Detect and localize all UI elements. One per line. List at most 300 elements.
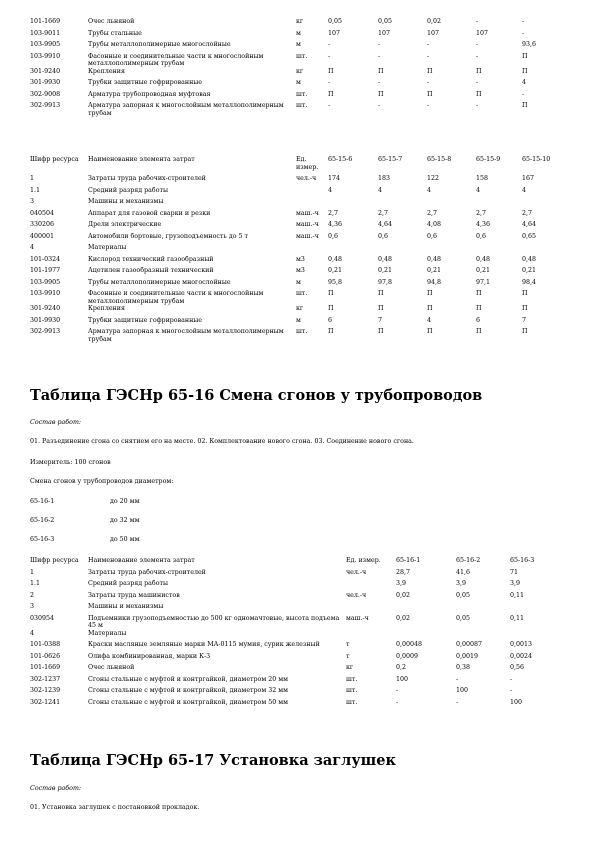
table-cell: Трубы металлополимерные многослойные: [88, 278, 231, 286]
table-cell: П: [328, 67, 334, 75]
table-cell: 2,7: [427, 209, 438, 217]
resources-table-65-16: [30, 557, 570, 710]
composition-text: 01. Установка заглушек с постановкой прокладок.: [30, 804, 200, 811]
table-cell: Кислород технический газообразный: [88, 255, 214, 263]
table-cell: т: [346, 641, 350, 649]
table-cell: 101-0324: [30, 255, 61, 263]
table-cell: Аппарат для газовой сварки и резки: [88, 209, 211, 217]
table-cell: -: [427, 41, 430, 48]
table-cell: 98,4: [522, 278, 537, 286]
table-cell: 0,0024: [510, 652, 533, 660]
table-row: [30, 198, 570, 210]
table-cell: 0,6: [378, 232, 389, 240]
table-row: [30, 279, 570, 291]
table-cell: кг: [296, 67, 304, 75]
table-cell: м3: [296, 255, 305, 263]
column-header: 65-15-8: [427, 156, 452, 163]
table-cell: [510, 630, 570, 642]
table-cell: шт.: [296, 328, 308, 336]
table-cell: Сгоны стальные с муфтой и контргайкой, диаметром 50 мм: [88, 698, 289, 706]
table-cell: 0,11: [510, 591, 525, 599]
table-cell: [427, 198, 476, 210]
table-cell: 0,21: [427, 267, 442, 274]
table-cell: 0,11: [510, 614, 525, 622]
table-cell: 0,0013: [510, 641, 533, 649]
table-cell: [378, 198, 427, 210]
table-cell: [328, 198, 378, 210]
table-cell: м: [296, 278, 301, 286]
table-cell: 0,21: [328, 267, 343, 274]
table-row: [30, 53, 570, 68]
table-cell: -: [476, 102, 479, 110]
composition-label: Состав работ:: [30, 419, 82, 426]
table-cell: П: [476, 290, 482, 297]
table-header-row: [30, 156, 570, 175]
table-cell: 4,36: [476, 221, 491, 228]
table-cell: П: [522, 305, 528, 313]
section-title-65-16: Таблица ГЭСНр 65-16 Смена сгонов у трубопроводов: [30, 387, 483, 404]
table-cell: [522, 198, 570, 210]
table-cell: 0,05: [378, 18, 393, 25]
table-cell: Машины и механизмы: [88, 198, 164, 205]
table-cell: Затраты труда машинистов: [88, 591, 180, 599]
table-row: [30, 210, 570, 222]
table-cell: -: [396, 687, 399, 695]
table-cell: 71: [510, 568, 519, 576]
table-cell: 174: [328, 175, 341, 182]
table-cell: Дрели электрические: [88, 221, 162, 228]
table-cell: Средний разряд работы: [88, 186, 169, 194]
table-cell: Арматура запорная к многослойным металлополимерным трубам: [88, 328, 284, 343]
table-cell: 040504: [30, 209, 55, 217]
table-cell: П: [427, 90, 433, 98]
table-cell: -: [427, 52, 430, 60]
table-cell: -: [476, 18, 479, 25]
table-cell: 0,02: [396, 614, 411, 622]
table-cell: 158: [476, 175, 489, 182]
table-cell: Затраты труда рабочих-строителей: [88, 175, 206, 182]
table-cell: 4: [427, 186, 432, 194]
table-cell: П: [522, 290, 528, 297]
table-cell: [456, 603, 510, 615]
table-cell: 2,7: [476, 209, 487, 217]
table-cell: 2,7: [328, 209, 339, 217]
table-cell: 93,6: [522, 41, 537, 48]
table-cell: [396, 630, 456, 642]
table-cell: П: [328, 305, 334, 313]
table-row: [30, 569, 570, 581]
table-cell: 0,48: [378, 255, 393, 263]
table-header: [30, 156, 570, 175]
table-row: [30, 41, 570, 53]
table-cell: чел.-ч: [296, 175, 317, 182]
table-cell: 302-1237: [30, 675, 61, 683]
table-cell: 97,8: [378, 278, 393, 286]
table-cell: 0,2: [396, 664, 407, 672]
table-row: [30, 664, 570, 676]
table-cell: 183: [378, 175, 391, 182]
table-body: [30, 569, 570, 711]
table-cell: 107: [378, 29, 391, 37]
table-cell: П: [476, 305, 482, 313]
table-row: [30, 328, 570, 343]
table-cell: 101-1669: [30, 664, 61, 672]
table-cell: П: [328, 290, 334, 297]
table-cell: 0,48: [328, 255, 343, 263]
table-cell: [346, 603, 396, 615]
table-cell: шт.: [296, 52, 308, 60]
table-cell: -: [510, 687, 513, 695]
table-cell: Трубы стальные: [88, 29, 142, 37]
table-header-row: [30, 557, 570, 569]
table-cell: 330206: [30, 221, 55, 228]
table-cell: шт.: [296, 290, 308, 297]
code-desc: до 20 мм: [110, 498, 140, 505]
table-cell: 0,21: [522, 267, 537, 274]
table-cell: Машины и механизмы: [88, 603, 164, 610]
table-cell: 103-9905: [30, 41, 61, 48]
table-header: [30, 557, 570, 569]
table-cell: 3: [30, 198, 35, 205]
table-cell: 1.1: [30, 580, 41, 587]
table-cell: 6: [476, 316, 481, 324]
table-row: [30, 175, 570, 187]
table-cell: Ацетилен газообразный технический: [88, 267, 214, 274]
table-cell: 0,0019: [456, 652, 479, 660]
table-cell: -: [396, 698, 399, 706]
table-cell: 302-9913: [30, 328, 61, 336]
table-cell: 28,7: [396, 568, 411, 576]
table-cell: 7: [522, 316, 527, 324]
table-cell: [328, 244, 378, 256]
table-cell: чел.-ч: [346, 591, 367, 599]
table-cell: -: [328, 41, 331, 48]
table-cell: [476, 244, 522, 256]
table-cell: П: [427, 290, 433, 297]
table-cell: 100: [396, 675, 409, 683]
table-cell: 0,00048: [396, 641, 423, 649]
table-cell: 4: [522, 186, 527, 194]
table-cell: Олифа комбинированная, марки К-3: [88, 652, 211, 660]
column-header: Ед. измер.: [296, 156, 319, 171]
table-row: [30, 221, 570, 233]
table-cell: -: [378, 52, 381, 60]
table-cell: 301-9930: [30, 79, 61, 87]
table-cell: -: [476, 79, 479, 87]
table-cell: 7: [378, 316, 383, 324]
table-cell: 0,48: [522, 255, 537, 263]
table-cell: 0,38: [456, 664, 471, 672]
table-cell: 101-0388: [30, 641, 61, 649]
table-cell: П: [522, 52, 528, 60]
table-cell: П: [378, 328, 384, 336]
table-cell: 0,02: [396, 591, 411, 599]
table-row: [30, 676, 570, 688]
table-cell: 1: [30, 175, 35, 182]
table-cell: Материалы: [88, 244, 127, 251]
column-header: 65-15-9: [476, 156, 501, 163]
table-row: [30, 187, 570, 199]
table-cell: П: [522, 102, 528, 110]
table-cell: м: [296, 79, 301, 87]
code-65-16-3: 65-16-3: [30, 536, 55, 543]
table-row: [30, 305, 570, 317]
table-cell: [396, 603, 456, 615]
column-header: Наименование элемента затрат: [88, 156, 195, 163]
table-row: [30, 256, 570, 268]
table-cell: [346, 630, 396, 642]
table-cell: П: [378, 290, 384, 297]
table-cell: 400001: [30, 232, 55, 240]
table-cell: -: [427, 102, 430, 110]
table-row: [30, 615, 570, 630]
table-cell: 6: [328, 316, 333, 324]
resources-table-continued: [30, 18, 570, 117]
table-cell: 0,6: [476, 232, 487, 240]
table-row: [30, 653, 570, 665]
table-cell: 4: [476, 186, 481, 194]
table-cell: 4,08: [427, 221, 442, 228]
table-cell: -: [328, 52, 331, 60]
table-cell: 301-9240: [30, 305, 61, 313]
table-cell: Крепления: [88, 67, 125, 75]
table-cell: -: [328, 102, 331, 110]
table-cell: [510, 603, 570, 615]
table-cell: -: [378, 79, 381, 87]
table-cell: 97,1: [476, 278, 491, 286]
table-cell: шт.: [346, 675, 358, 683]
table-cell: [296, 244, 328, 256]
meter-text: Измеритель: 100 сгонов: [30, 459, 111, 466]
table-cell: 3: [30, 603, 35, 610]
table-cell: чел.-ч: [346, 568, 367, 576]
table-cell: шт.: [296, 90, 308, 98]
table-cell: 301-9240: [30, 67, 61, 75]
table-cell: -: [522, 29, 525, 37]
table-cell: 107: [476, 29, 489, 37]
table-cell: Затраты труда рабочих-строителей: [88, 568, 206, 576]
table-cell: -: [476, 52, 479, 60]
table-cell: Крепления: [88, 305, 125, 313]
table-cell: 0,56: [510, 664, 525, 672]
table-cell: 0,0009: [396, 652, 419, 660]
column-header: 65-15-7: [378, 156, 403, 163]
table-cell: -: [378, 102, 381, 110]
table-cell: Очес льняной: [88, 664, 135, 672]
table-cell: Средний разряд работы: [88, 580, 169, 587]
table-cell: П: [328, 328, 334, 336]
table-cell: 0,05: [456, 614, 471, 622]
table-cell: 101-0626: [30, 652, 61, 660]
table-cell: 103-9910: [30, 290, 61, 297]
table-cell: Арматура трубопроводная муфтовая: [88, 90, 211, 98]
table-cell: 95,8: [328, 278, 343, 286]
table-cell: Трубки защитные гофрированные: [88, 79, 203, 87]
table-cell: 3,9: [510, 580, 521, 587]
table-row: [30, 699, 570, 711]
table-cell: 107: [427, 29, 440, 37]
table-cell: Арматура запорная к многослойным металлополимерным трубам: [88, 102, 284, 117]
table-cell: 103-9011: [30, 29, 61, 37]
table-cell: П: [476, 90, 482, 98]
table-cell: 302-9913: [30, 102, 61, 110]
table-cell: Автомобили бортовые, грузоподъемность до 5 т: [88, 232, 248, 240]
table-cell: -: [427, 79, 430, 87]
table-cell: П: [378, 67, 384, 75]
table-cell: Фасонные и соединительные части к многослойным металлополимерным трубам: [88, 290, 264, 305]
table-cell: 4: [328, 186, 333, 194]
table-cell: 4,64: [522, 221, 537, 228]
table-cell: [522, 244, 570, 256]
column-header: 65-16-1: [396, 557, 421, 564]
column-header: 65-16-3: [510, 557, 535, 564]
table-cell: 2,7: [378, 209, 389, 217]
table-cell: 0,6: [328, 232, 339, 240]
table-cell: 101-1669: [30, 18, 61, 25]
table-cell: 4,36: [328, 221, 343, 228]
table-cell: м: [296, 29, 301, 37]
table-cell: 103-9910: [30, 52, 61, 60]
table-cell: маш.-ч: [296, 209, 319, 217]
table-cell: 0,65: [522, 232, 537, 240]
table-cell: Подъемники грузоподъемностью до 500 кг одномачтовые, высота подъема 45 м: [88, 614, 340, 630]
table-cell: 0,05: [328, 18, 343, 25]
table-cell: 302-9008: [30, 90, 61, 98]
table-cell: 0,6: [427, 232, 438, 240]
table-cell: 41,6: [456, 568, 471, 576]
table-cell: П: [427, 305, 433, 313]
table-cell: 0,00087: [456, 641, 483, 649]
table-cell: м3: [296, 267, 305, 274]
table-cell: м: [296, 316, 301, 324]
table-cell: шт.: [346, 687, 358, 695]
table-cell: 0,05: [456, 591, 471, 599]
column-header: Шифр ресурса: [30, 156, 79, 163]
table-cell: [476, 198, 522, 210]
table-cell: кг: [296, 305, 304, 313]
table-cell: 030954: [30, 614, 55, 622]
table-cell: П: [427, 328, 433, 336]
column-header: 65-16-2: [456, 557, 481, 564]
table-cell: маш.-ч: [296, 221, 319, 228]
table-cell: Материалы: [88, 629, 127, 637]
composition-text: 01. Разъединение сгона со снятием его на месте. 02. Комплектование нового сгона. 03. Соединение нового сгона.: [30, 438, 414, 445]
table-row: [30, 91, 570, 103]
code-65-16-2: 65-16-2: [30, 517, 55, 524]
table-cell: 107: [328, 29, 341, 37]
table-cell: 0,02: [427, 18, 442, 25]
table-cell: -: [522, 90, 525, 98]
table-cell: 302-1241: [30, 698, 61, 706]
table-cell: 4: [427, 316, 432, 324]
table-cell: 94,8: [427, 278, 442, 286]
table-cell: 4,64: [378, 221, 393, 228]
table-cell: Фасонные и соединительные части к многослойным металлополимерным трубам: [88, 52, 264, 68]
table-row: [30, 580, 570, 592]
table-cell: 1.1: [30, 186, 41, 194]
table-row: [30, 68, 570, 80]
table-cell: Сгоны стальные с муфтой и контргайкой, диаметром 20 мм: [88, 675, 289, 683]
table-row: [30, 630, 570, 642]
table-cell: 1: [30, 568, 35, 576]
table-cell: 122: [427, 175, 440, 182]
table-cell: П: [378, 305, 384, 313]
table-row: [30, 30, 570, 42]
table-body: [30, 175, 570, 343]
table-cell: П: [378, 90, 384, 98]
table-row: [30, 687, 570, 699]
table-cell: [296, 198, 328, 210]
table-cell: 101-1977: [30, 267, 61, 274]
table-body: [30, 18, 570, 117]
table-cell: 0,48: [427, 255, 442, 263]
section-title-65-17: Таблица ГЭСНр 65-17 Установка заглушек: [30, 752, 396, 769]
table-cell: -: [456, 698, 459, 706]
table-cell: -: [476, 41, 479, 48]
table-cell: Трубы металлополимерные многослойные: [88, 41, 231, 48]
table-cell: -: [456, 675, 459, 683]
table-cell: 100: [510, 698, 523, 706]
table-cell: -: [378, 41, 381, 48]
table-cell: П: [328, 90, 334, 98]
table-cell: [456, 630, 510, 642]
code-desc: до 50 мм: [110, 536, 140, 543]
table-cell: маш.-ч: [346, 614, 369, 622]
code-65-16-1: 65-16-1: [30, 498, 55, 505]
table-row: [30, 290, 570, 305]
table-cell: шт.: [346, 698, 358, 706]
table-cell: 0,21: [476, 267, 491, 274]
table-cell: т: [346, 652, 350, 660]
table-row: [30, 79, 570, 91]
table-cell: 2,7: [522, 209, 533, 217]
table-cell: П: [476, 328, 482, 336]
table-cell: П: [522, 67, 528, 75]
table-cell: Краски масляные земляные марки МА-0115 мумия, сурик железный: [88, 641, 320, 649]
table-row: [30, 267, 570, 279]
table-cell: 302-1239: [30, 687, 61, 695]
table-cell: 3,9: [396, 580, 407, 587]
column-header: Ед. измер.: [346, 557, 381, 564]
table-cell: 4: [378, 186, 383, 194]
column-header: 65-15-10: [522, 156, 551, 163]
column-header: 65-15-6: [328, 156, 353, 163]
table-cell: 4: [30, 244, 35, 251]
table-cell: 3,9: [456, 580, 467, 587]
table-row: [30, 18, 570, 30]
table-cell: 4: [30, 629, 35, 637]
table-cell: 103-9905: [30, 278, 61, 286]
table-cell: 167: [522, 175, 535, 182]
table-cell: П: [476, 67, 482, 75]
table-cell: [378, 244, 427, 256]
table-cell: 4: [522, 79, 527, 87]
table-row: [30, 603, 570, 615]
table-row: [30, 244, 570, 256]
table-cell: Трубки защитные гофрированные: [88, 316, 203, 324]
table-cell: Сгоны стальные с муфтой и контргайкой, диаметром 32 мм: [88, 687, 289, 695]
table-row: [30, 592, 570, 604]
table-cell: 100: [456, 687, 469, 695]
table-cell: -: [510, 675, 513, 683]
table-cell: шт.: [296, 102, 308, 110]
composition-label: Состав работ:: [30, 785, 82, 792]
table-row: [30, 233, 570, 245]
change-label: Смена сгонов у трубопроводов диаметром:: [30, 478, 174, 485]
table-row: [30, 641, 570, 653]
table-cell: -: [328, 79, 331, 87]
resources-table-65-15: [30, 156, 570, 343]
